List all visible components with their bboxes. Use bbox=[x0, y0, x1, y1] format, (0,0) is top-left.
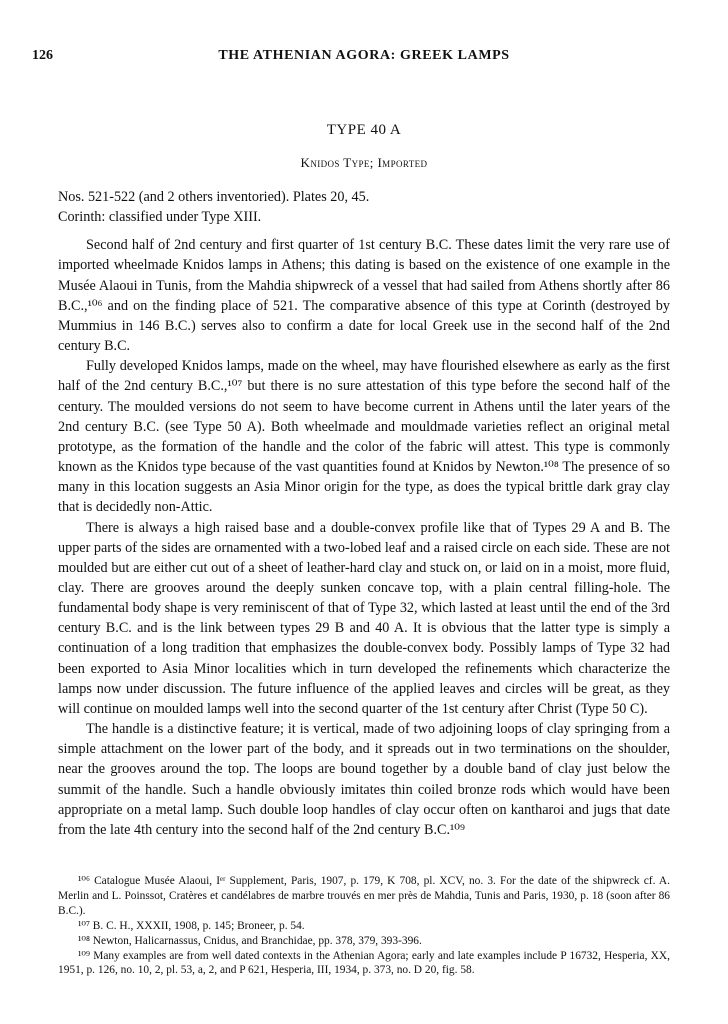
paragraph-dating: Second half of 2nd century and first quarter of 1st century B.C. These dates limit the very rare use of imported wheelmade Knidos lamps in Athens; this dating is based on the existence of one example in the Musée Alaoui in Tunis, from the Mahdia shipwreck of a vessel that had sailed from Athens shortly after 86 B.C.,¹⁰⁶ and on the finding place of 521. The comparative absence of this type at Corinth (destroyed by Mummius in 146 B.C.) serves also to confirm a date for local Greek use in the second half of the 2nd century B.C. bbox=[58, 237, 670, 355]
page-header bbox=[32, 48, 696, 68]
page-number: 126 bbox=[32, 48, 53, 63]
nos-line: Nos. 521-522 (and 2 others inventoried). Plates 20, 45. bbox=[58, 189, 370, 205]
running-head: THE ATHENIAN AGORA: GREEK LAMPS bbox=[218, 48, 510, 63]
footnotes bbox=[58, 874, 670, 978]
footnote-107: ¹⁰⁷ B. C. H., XXXII, 1908, p. 145; Broneer, p. 54. bbox=[78, 919, 305, 932]
paragraph-handle: The handle is a distinctive feature; it is vertical, made of two adjoining loops of clay springing from a simple attachment on the lower part of the body, and it spreads out in two terminations on the shoulder, near the grooves around the top. The loops are bound together by a double band of clay just below the summit of the handle. Such a handle obviously imitates thin coiled bronze rods which would have been appropriate on a metal lamp. Such double loop handles of clay occur often on kantharoi and jugs that date from the late 4th century into the second half of the 2nd century B.C.¹⁰⁹ bbox=[58, 721, 670, 838]
footnote-106: ¹⁰⁶ Catalogue Musée Alaoui, Iᵉʳ Supplement, Paris, 1907, p. 179, K 708, pl. XCV, no. 3. For the date of the shipwreck cf. A. Merlin and L. Poinssot, Cratères et candélabres de marbre trouvés en mer près de Mahdia, Tunis and Paris, 1930, p. 18 (soon after 86 B.C.). bbox=[58, 875, 670, 917]
type-subtitle: Knidos Type; Imported bbox=[300, 155, 428, 170]
body-text bbox=[58, 187, 670, 840]
type-title: TYPE 40 A bbox=[326, 122, 402, 138]
footnote-108: ¹⁰⁸ Newton, Halicarnassus, Cnidus, and Branchidae, pp. 378, 379, 393-396. bbox=[78, 934, 422, 947]
paragraph-origin: Fully developed Knidos lamps, made on the wheel, may have flourished elsewhere as early as the first half of the 2nd century B.C.,¹⁰⁷ but there is no sure attestation of this type before the second half of the century. The moulded versions do not seem to have become current in Athens until the later years of the 2nd century B.C. (see Type 50 A). Both wheelmade and mouldmade varieties reflect an original metal prototype, as the formation of the handle and the color of the fabric will attest. This type is commonly known as the Knidos type because of the vast quantities found at Knidos by Newton.¹⁰⁸ The presence of so many in this location suggests an Asia Minor origin for the type, as does the typical brittle dark gray clay that is decidedly non-Attic. bbox=[58, 358, 670, 516]
corinth-line: Corinth: classified under Type XIII. bbox=[58, 209, 262, 226]
paragraph-form: There is always a high raised base and a double-convex profile like that of Types 29 A and B. The upper parts of the sides are ornamented with a two-lobed leaf and a raised circle on each side. These are not moulded but are either cut out of a sheet of leather-hard clay and stuck on, or laid on in a moist, more fluid, clay. There are grooves around the deeply sunken concave top, with a plain central filling-hole. The fundamental body shape is very reminiscent of that of Type 32, which lasted at least until the end of the 3rd century B.C. and is the link between types 29 B and 40 A. It is obvious that the latter type is simply a continuation of a long tradition that emphasizes the double-convex body. Possibly lamps of Type 32 had been exported to Asia Minor localities which in turn developed the refinements which characterize the lamps now under discussion. The future influence of the applied leaves and circles will be great, as they will continue on moulded lamps well into the second quarter of the 1st century after Christ (Type 50 C). bbox=[58, 519, 670, 717]
footnote-109: ¹⁰⁹ Many examples are from well dated contexts in the Athenian Agora; early and late examples include P 16732, Hesperia, XX, 1951, p. 126, no. 10, 2, pl. 53, a, 2, and P 621, Hesperia, III, 1934, p. 373, no. D 20, fig. 58. bbox=[58, 949, 670, 977]
